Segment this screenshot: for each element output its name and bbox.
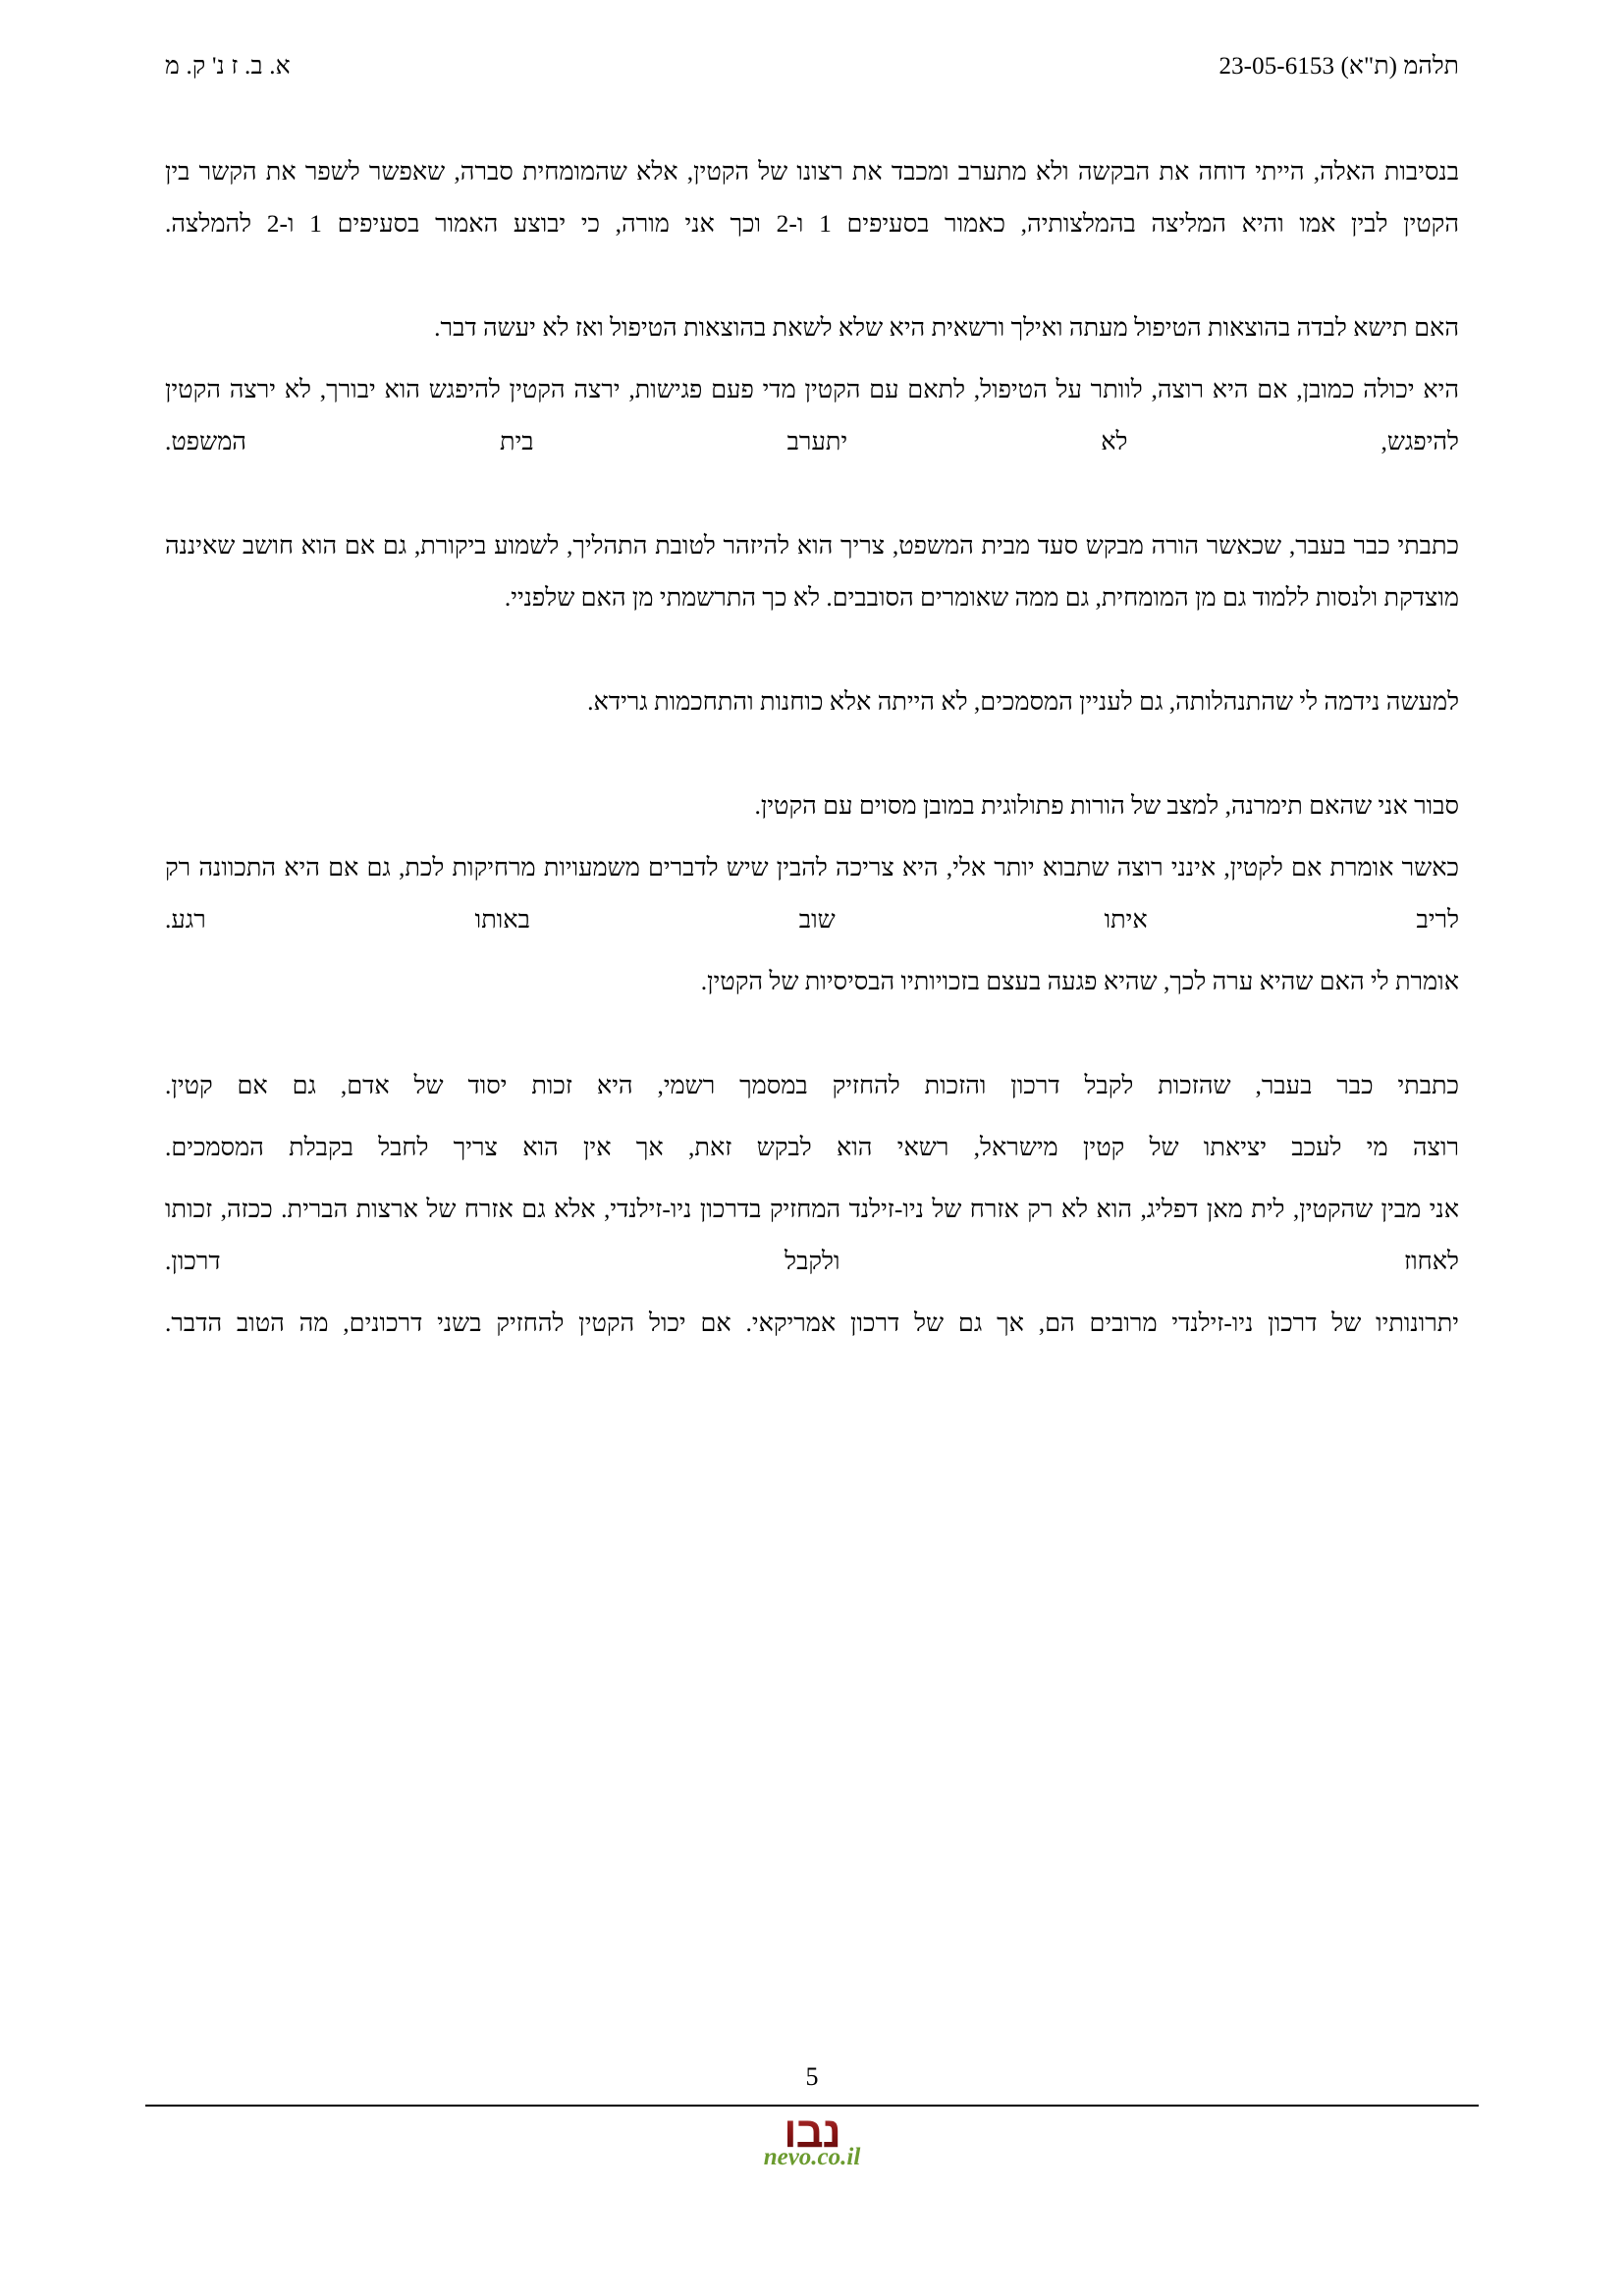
- nevo-logo-domain-text: nevo.co.il: [763, 2144, 861, 2170]
- body-paragraph: רוצה מי לעכב יציאתו של קטין מישראל, רשאי הוא לבקש זאת, אך אין הוא צריך לחבל בקבלת המסמכים.: [165, 1133, 1459, 1161]
- body-paragraph: כתבתי כבר בעבר, שהזכות לקבל דרכון והזכות להחזיק במסמך רשמי, היא זכות יסוד של אדם, גם אם קטין.: [165, 1071, 1459, 1099]
- header-parties: א. ב. ז נ' ק. מ: [165, 53, 291, 80]
- nevo-logo-hebrew-text: נבו: [784, 2109, 840, 2157]
- footer-divider: [145, 2105, 1479, 2107]
- paragraph-spacer: [165, 623, 1459, 675]
- paragraph-spacer: [165, 1111, 1459, 1121]
- body-paragraph: למעשה נידמה לי שהתנהלותה, גם לעניין המסמכים, לא הייתה אלא כוחנות והתחכמות גרידא.: [587, 687, 1459, 716]
- paragraph-spacer: [165, 1007, 1459, 1059]
- body-paragraph: אומרת לי האם שהיא ערה לכך, שהיא פגעה בעצם בזכויותיו הבסיסיות של הקטין.: [700, 967, 1459, 995]
- body-paragraph: יתרונותיו של דרכון ניו-זילנדי מרובים הם, אך גם של דרכון אמריקאי. אם יכול הקטין להחזיק בשני דרכונים, מה הטוב הדבר.: [165, 1308, 1459, 1337]
- nevo-logo: [0, 2111, 1624, 2170]
- header-case-number: תלהמ (ת"א) 23-05-6153: [1218, 53, 1459, 80]
- body-paragraph: כתבתי כבר בעבר, שכאשר הורה מבקש סעד מבית המשפט, צריך הוא להיזהר לטובת התהליך, לשמוע ביקורת, גם אם הוא חושב שאיננה מוצדקת ולנסות ללמוד גם מן המומחית, גם ממה שאומרים הסובבים. לא כך התרשמתי מן האם שלפניי.: [165, 531, 1459, 612]
- document-body: [165, 145, 1459, 1349]
- paragraph-spacer: [165, 353, 1459, 363]
- body-paragraph: כאשר אומרת אם לקטין, אינני רוצה שתבוא יותר אלי, היא צריכה להבין שיש לדברים משמעויות מרחיקות לכת, גם אם היא התכוונה רק לריב איתו שוב באותו רגע.: [165, 853, 1459, 934]
- body-paragraph: בנסיבות האלה, הייתי דוחה את הבקשה ולא מתערב ומכבד את רצונו של הקטין, אלא שהמומחית סברה, שאפשר לשפר את הקשר בין הקטין לבין אמו והיא המליצה בהמלצותיה, כאמור בסעיפים 1 ו-2 וכך אני מורה, כי יבוצע האמור בסעיפים 1 ו-2 להמלצה.: [165, 157, 1459, 238]
- paragraph-spacer: [165, 249, 1459, 301]
- paragraph-spacer: [165, 831, 1459, 841]
- page-header: [165, 51, 1459, 86]
- body-paragraph: סבור אני שהאם תימרנה, למצב של הורות פתולוגית במובן מסוים עם הקטין.: [754, 791, 1459, 820]
- paragraph-spacer: [165, 945, 1459, 955]
- paragraph-spacer: [165, 467, 1459, 519]
- paragraph-spacer: [165, 727, 1459, 779]
- body-paragraph: האם תישא לבדה בהוצאות הטיפול מעתה ואילך ורשאית היא שלא לשאת בהוצאות הטיפול ואז לא יעשה דבר.: [434, 313, 1459, 342]
- paragraph-spacer: [165, 1287, 1459, 1297]
- body-paragraph: היא יכולה כמובן, אם היא רוצה, לוותר על הטיפול, לתאם עם הקטין מדי פעם פגישות, ירצה הקטין להיפגש הוא יבורך, לא ירצה הקטין להיפגש, לא יתערב בית המשפט.: [165, 375, 1459, 455]
- paragraph-spacer: [165, 1173, 1459, 1183]
- page-footer: [0, 1992, 1624, 2296]
- page-number: 5: [805, 2062, 819, 2091]
- body-paragraph: אני מבין שהקטין, לית מאן דפליג, הוא לא רק אזרח של ניו-זילנד המחזיק בדרכון ניו-זילנדי, אלא גם אזרח של ארצות הברית. ככזה, זכותו לאחוז ולקבל דרכון.: [165, 1195, 1459, 1275]
